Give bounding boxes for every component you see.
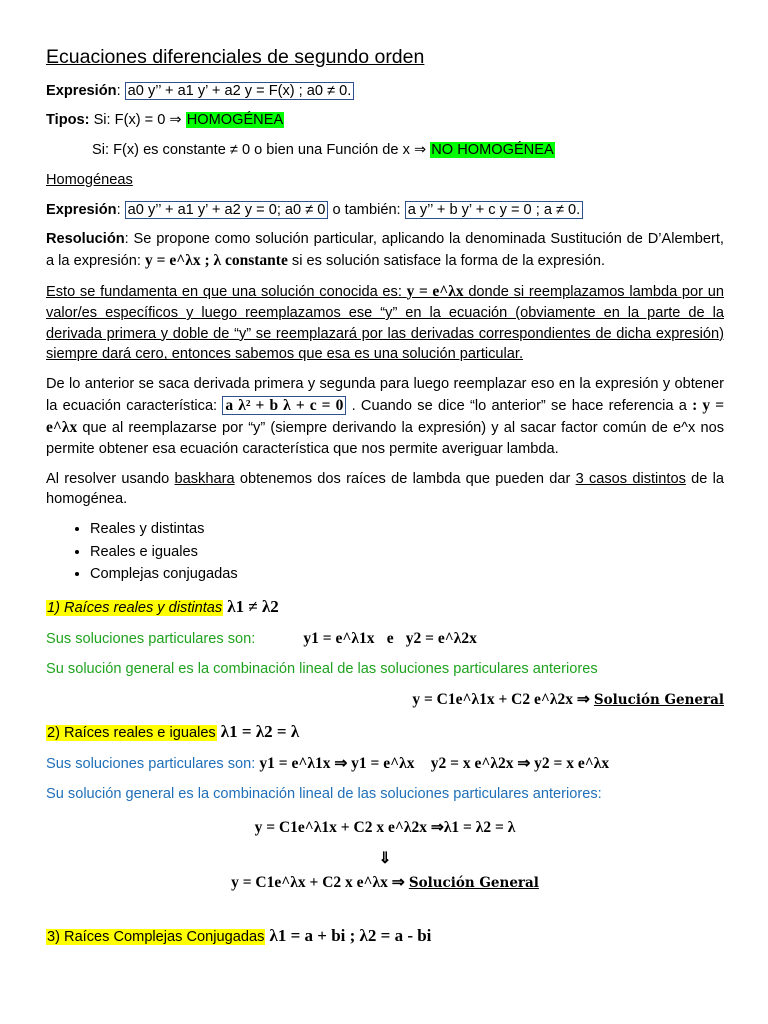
caso2-general-text: Su solución general es la combinación lineal de las soluciones particulares anteriores: <box>46 786 602 803</box>
caracteristica-formula-2: : y = e^λx <box>46 396 725 436</box>
caso3-condition: λ1 = a + bi ; λ2 = a - bi <box>269 925 432 945</box>
caso1-condition: λ1 ≠ λ2 <box>227 597 279 617</box>
fundamento-formula: y = e^λx <box>406 283 464 300</box>
expresion-label: Expresión <box>46 82 117 99</box>
caso1-particulares <box>46 628 724 650</box>
page-title: Ecuaciones diferenciales de segundo orden <box>46 46 425 68</box>
resolucion-text-1: : Se propone como solución particular, aplicando la denominada Sustitución de D’Alembert, a la expresión: <box>46 231 724 269</box>
baskhara-mid: obtenemos dos raíces de lambda que pueden dar <box>239 470 571 487</box>
caso3-heading <box>46 924 724 948</box>
homogenea-highlight: HOMOGÉNEA <box>186 112 284 129</box>
tipos-line-2 <box>46 140 724 161</box>
caso2-condition: λ1 = λ2 = λ <box>220 722 300 742</box>
caso1-y2: y2 = e^λ2x <box>405 630 477 648</box>
caso1-general-label: Solución General <box>593 692 724 709</box>
homogeneas-formula-1: a0 y’’ + a1 y’ + a2 y = 0; a0 ≠ 0 <box>125 201 329 219</box>
caracteristica-formula: a λ² + b λ + c = 0 <box>222 396 346 415</box>
caso2-title: 2) Raíces reales e iguales <box>47 725 216 742</box>
baskhara-paragraph <box>46 469 724 510</box>
tipos-label: Tipos: <box>46 112 90 129</box>
caso1-general-formula: y = C1e^λ1x + C2 e^λ2x ⇒ <box>412 691 590 709</box>
caso2-heading <box>46 720 724 744</box>
list-item: • Complejas conjugadas <box>90 564 724 585</box>
baskhara-word: baskhara <box>174 470 235 487</box>
homogeneas-expresion: Expresión: a0 y’’ + a1 y’ + a2 y = 0; a0 ≠ 0 o también: a y’’ + b y’ + c y = 0 ; a ≠ 0. <box>46 200 724 221</box>
baskhara-post: de la homogénea. <box>46 470 725 508</box>
caso2-eq2: y = C1e^λx + C2 x e^λx ⇒ <box>231 873 405 891</box>
fundamento-post: donde si reemplazamos lambda por un valor/es específicos y luego reemplazamos ese “y” en la ecuación (obviamente en la parte de la derivada primera y doble de “y” se reemplazará por las derivadas correspondientes de dicha expresión) siempre dará cero, entonces sabemos que esa es una solución particular. <box>46 284 724 363</box>
tipos-line-1 <box>46 110 724 131</box>
casos-list <box>46 519 724 585</box>
tambien-text: o también: <box>332 201 401 218</box>
expresion-formula: a0 y’’ + a1 y’ + a2 y = F(x) ; a0 ≠ 0. <box>125 82 355 100</box>
homogeneas-heading: Homogéneas <box>46 171 133 188</box>
baskhara-pre: Al resolver usando <box>46 470 170 487</box>
caso1-general-text: Su solución general es la combinación lineal de las soluciones particulares anteriores <box>46 661 598 678</box>
caracteristica-text-2: . Cuando se dice “lo anterior” se hace referencia a <box>351 397 687 414</box>
caso2-eq1: y = C1e^λ1x + C2 x e^λ2x ⇒λ1 = λ2 = λ <box>254 818 516 836</box>
caso1-y1: y1 = e^λ1x <box>303 630 375 648</box>
resolucion-text-2: si es solución satisface la forma de la expresión. <box>291 253 606 269</box>
caso1-title: 1) Raíces reales y distintas <box>47 600 223 617</box>
caracteristica-text-3: que al reemplazarse por “y” (siempre derivando la expresión) y al sacar factor común de e^x nos permite obtener esa ecuación característica que nos permite averiguar lambda. <box>46 419 724 457</box>
caso2-y1: y1 = e^λ1x ⇒ y1 = e^λx <box>259 755 415 773</box>
caso2-equation-1 <box>46 817 724 839</box>
resolucion-paragraph <box>46 229 724 272</box>
tipos-condition-2: Si: F(x) es constante ≠ 0 o bien una Función de x ⇒ <box>92 142 427 159</box>
caso1-general-equation <box>46 689 724 711</box>
resolucion-formula: y = e^λx ; λ constante <box>144 252 288 269</box>
homogeneas-formula-2: a y’’ + b y’ + c y = 0 ; a ≠ 0. <box>405 201 584 219</box>
tres-casos: 3 casos distintos <box>575 470 686 487</box>
no-homogenea-highlight: NO HOMOGÉNEA <box>431 142 554 159</box>
caso1-particulares-text: Sus soluciones particulares son: <box>46 631 256 648</box>
caso2-equation-2 <box>46 872 724 894</box>
caso1-e-connector: e <box>386 630 394 648</box>
caracteristica-paragraph <box>46 374 724 459</box>
tipos-condition-1: Si: F(x) = 0 ⇒ <box>93 112 182 129</box>
caso2-y2: y2 = x e^λ2x ⇒ y2 = x e^λx <box>430 755 610 773</box>
list-item: • Reales y distintas <box>90 519 724 540</box>
caso1-heading <box>46 595 724 619</box>
fundamento-pre: Esto se fundamenta en que una solución conocida es: <box>46 284 402 300</box>
document-page <box>46 44 724 957</box>
fundamento-paragraph <box>46 281 724 365</box>
caso2-particulares <box>46 753 724 775</box>
caso2-particulares-text: Sus soluciones particulares son: <box>46 756 256 773</box>
resolucion-label: Resolución <box>46 231 125 248</box>
caso2-general-label: Solución General <box>408 874 539 891</box>
caracteristica-text-1: De lo anterior se saca derivada primera y segunda para luego reemplazar eso en la expresión y obtener la ecuación característica: <box>46 376 724 414</box>
caso2-implies-arrow <box>46 848 724 870</box>
list-item: • Reales e iguales <box>90 542 724 563</box>
expresion-line: Expresión: a0 y’’ + a1 y’ + a2 y = F(x) ; a0 ≠ 0. <box>46 81 724 102</box>
homogeneas-expr-label: Expresión <box>46 201 117 218</box>
caso3-title: 3) Raíces Complejas Conjugadas <box>47 928 265 945</box>
down-arrow-icon: ⇓ <box>378 849 392 867</box>
